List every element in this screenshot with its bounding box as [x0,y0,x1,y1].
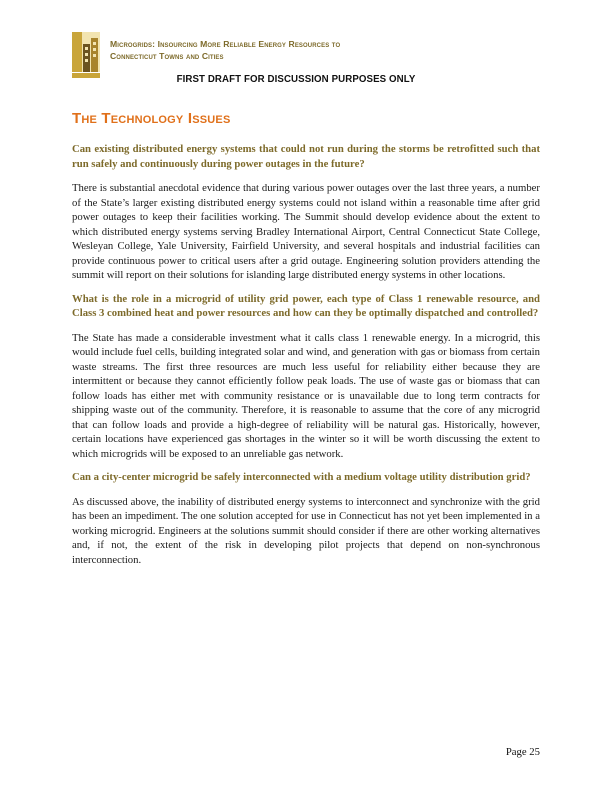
document-body [72,142,540,576]
page-number: Page 25 [505,746,540,758]
section-title: The Technology Issues [72,110,231,127]
conference-logo-icon [72,32,100,78]
answer-3: As discussed above, the inability of distributed energy systems to interconnect and synchronize with the grid has been an impediment. The one solution accepted for use in Connecticut has not yet been implemented in a working microgrid. Engineers at the solutions summit should consider if there are other working alternatives and, if not, the extent of the risk in developing pilot projects that depend on non-synchronous interconnection. [72,495,540,566]
question-2: What is the role in a microgrid of utility grid power, each type of Class 1 renewable resource, and Class 3 combined heat and power resources and how can they be optimally dispatched and controlled? [72,292,540,319]
answer-1: There is substantial anecdotal evidence that during various power outages over the last three years, a number of the State’s larger existing distributed energy systems could not island within a reasonable time after grid power outages to keep their facilities working. The Summit should develop evidence about the extent to which distributed energy systems serving Bradley International Airport, Central Connecticut State College, Wesleyan College, Yale University, Fairfield University, and several hospitals and industrial facilities can provide continuous power to critical users after a grid outage. Engineering solution providers attending the summit will report on their solutions for islanding large distributed energy systems in other locations. [72,182,540,281]
document-title [110,38,540,62]
question-3: Can a city-center microgrid be safely interconnected with a medium voltage utility distribution grid? [72,471,531,483]
document-title-line-2: Connecticut Towns and Cities [110,51,224,61]
draft-notice: FIRST DRAFT FOR DISCUSSION PURPOSES ONLY [176,74,416,85]
question-1: Can existing distributed energy systems that could not run during the storms be retrofitted such that run safely and continuously during power outages in the future? [72,143,540,170]
answer-2: The State has made a considerable investment what it calls class 1 renewable energy. In a microgrid, this would include fuel cells, building integrated solar and wind, and generation with gas or biomass from certain waste streams. The first three resources are much less useful for reliability either because they are intermittent or because they cannot efficiently follow peak loads. The use of waste gas or biomass that can follow loads has either met with community resistance or is unavailable due to long term contracts for shipping waste out of the community. Therefore, it is reasonable to assume that the core of any microgrid that can follow loads and provide a high-degree of reliability will be natural gas. Historically, however, certain locations have experienced gas shortages in the winter so it will be worth discussing the extent to which microgrids will be exposed to an unreliable gas network. [72,331,540,460]
document-title-line-1: Microgrids: Insourcing More Reliable Energy Resources to [110,39,341,49]
